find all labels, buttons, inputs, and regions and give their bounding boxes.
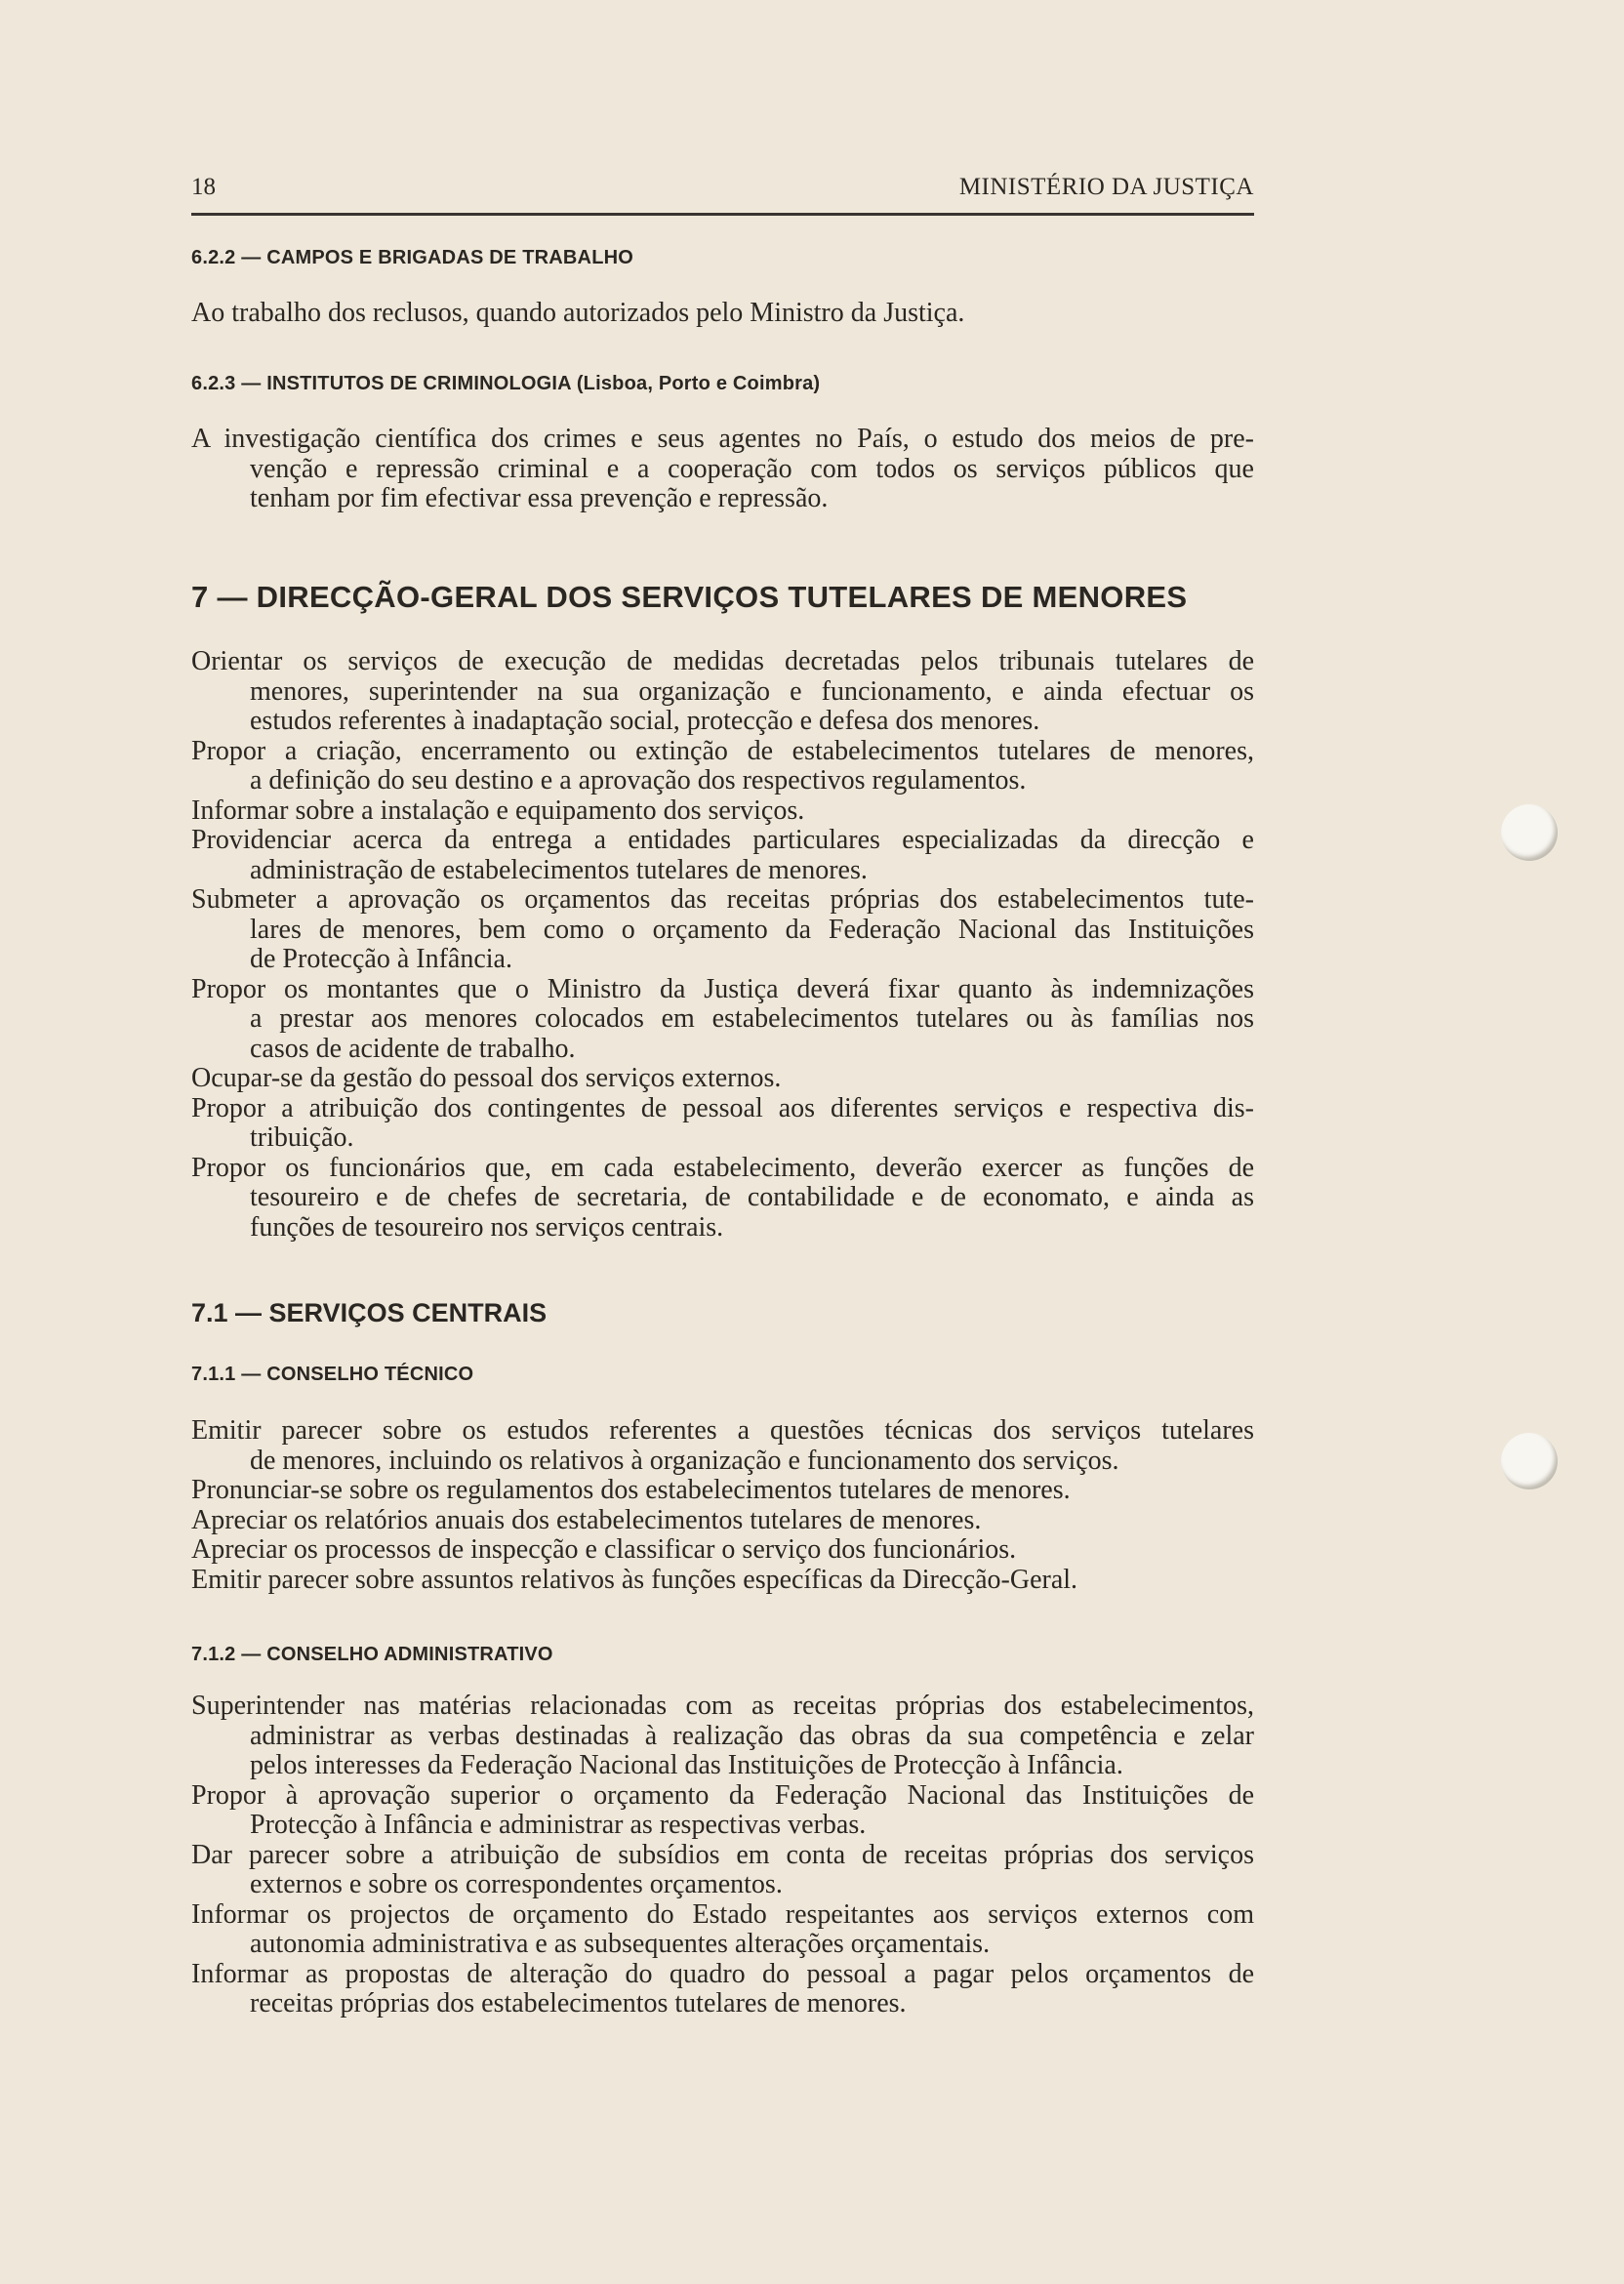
text-line: casos de acidente de trabalho. [250,1033,576,1064]
header-rule [191,213,1254,216]
paragraph [191,1476,1254,1506]
text-line: Propor os funcionários que, em cada estabelecimento, deverão exercer as funções de [191,1152,1254,1183]
paragraph [191,975,1254,1065]
text-line: a definição do seu destino e a aprovação dos respectivos regulamentos. [250,765,1027,795]
paragraph-group [191,299,1254,329]
text-line: a prestar aos menores colocados em estabelecimentos tutelares ou às famílias nos [250,1003,1254,1034]
text-line: Informar os projectos de orçamento do Estado respeitantes aos serviços externos com [191,1898,1254,1930]
text-line: Ao trabalho dos reclusos, quando autorizados pelo Ministro da Justiça. [191,298,965,328]
paragraph [191,1900,1254,1960]
paragraph [191,826,1254,885]
text-line: Ocupar-se da gestão do pessoal dos serviços externos. [191,1063,782,1093]
text-line: autonomia administrativa e as subsequentes alterações orçamentais. [250,1929,991,1959]
section-heading: 6.2.2 — CAMPOS E BRIGADAS DE TRABALHO [191,247,634,268]
text-line: Propor à aprovação superior o orçamento da Federação Nacional das Instituições de [191,1779,1254,1811]
text-line: receitas próprias dos estabelecimentos tutelares de menores. [250,1988,907,2019]
text-line: Protecção à Infância e administrar as respectivas verbas. [250,1810,867,1840]
paragraph [191,1416,1254,1476]
paragraph [191,885,1254,975]
text-line: tribuição. [250,1122,354,1153]
page-number: 18 [191,174,216,200]
text-line: lares de menores, bem como o orçamento da Federação Nacional das Instituições [250,914,1254,945]
text-line: Informar as propostas de alteração do quadro do pessoal a pagar pelos orçamentos de [191,1958,1254,1989]
paragraph [191,1841,1254,1900]
running-title: MINISTÉRIO DA JUSTIÇA [958,174,1254,200]
paragraph [191,647,1254,737]
text-line: Submeter a aprovação os orçamentos das receitas próprias dos estabelecimentos tute- [191,884,1254,915]
text-line: tenham por fim efectivar essa prevenção e repressão. [250,483,829,513]
section-heading: 7 — DIRECÇÃO-GERAL DOS SERVIÇOS TUTELARES DE MENORES [191,580,1188,614]
text-line: externos e sobre os correspondentes orçamentos. [250,1869,783,1899]
text-line: Dar parecer sobre a atribuição de subsídios em conta de receitas próprias dos serviços [191,1839,1254,1870]
paragraph-group [191,1416,1254,1595]
paragraph [191,1692,1254,1781]
text-line: Emitir parecer sobre os estudos referentes a questões técnicas dos serviços tutelares [191,1415,1254,1446]
paragraph [191,1154,1254,1244]
paragraph-group [191,425,1254,514]
text-line: Orientar os serviços de execução de medidas decretadas pelos tribunais tutelares de [191,646,1254,676]
paragraph [191,1535,1254,1566]
paragraph [191,796,1254,827]
paragraph-group [191,1692,1254,2019]
paragraph [191,1781,1254,1841]
text-line: de Protecção à Infância. [250,944,512,974]
punch-hole [1501,1433,1558,1489]
text-line: A investigação científica dos crimes e seus agentes no País, o estudo dos meios de pre- [191,424,1254,454]
section-heading: 7.1 — SERVIÇOS CENTRAIS [191,1298,548,1327]
text-line: administrar as verbas destinadas à realização das obras da sua competência e zelar [250,1720,1254,1751]
paragraph [191,737,1254,796]
paragraph [191,299,1254,329]
page-header [191,172,1254,209]
text-line: Propor os montantes que o Ministro da Justiça deverá fixar quanto às indemnizações [191,973,1254,1004]
paragraph [191,1064,1254,1094]
text-line: administração de estabelecimentos tutelares de menores. [250,854,868,885]
paragraph [191,1506,1254,1536]
text-line: Superintender nas matérias relacionadas com as receitas próprias dos estabelecimentos, [191,1691,1254,1721]
paragraph [191,1566,1254,1596]
section-heading: 7.1.1 — CONSELHO TÉCNICO [191,1364,474,1385]
paragraph [191,425,1254,514]
text-line: funções de tesoureiro nos serviços centrais. [250,1211,724,1243]
text-line: tesoureiro e de chefes de secretaria, de contabilidade e de economato, e ainda as [250,1182,1254,1212]
paragraph [191,1960,1254,2019]
text-line: pelos interesses da Federação Nacional das Instituições de Protecção à Infância. [250,1750,1123,1780]
punch-hole [1501,804,1558,861]
text-line: Apreciar os processos de inspecção e classificar o serviço dos funcionários. [191,1534,1017,1565]
text-line: de menores, incluindo os relativos à organização e funcionamento dos serviços. [250,1445,1119,1476]
text-line: Pronunciar-se sobre os regulamentos dos estabelecimentos tutelares de menores. [191,1475,1071,1505]
text-line: menores, superintender na sua organização e funcionamento, e ainda efectuar os [250,675,1254,707]
text-line: Propor a criação, encerramento ou extinção de estabelecimentos tutelares de menores, [191,735,1254,766]
text-line: Informar sobre a instalação e equipamento dos serviços. [191,795,805,826]
section-heading: 6.2.3 — INSTITUTOS DE CRIMINOLOGIA (Lisboa, Porto e Coimbra) [191,373,821,394]
section-heading: 7.1.2 — CONSELHO ADMINISTRATIVO [191,1644,553,1665]
paragraph [191,1094,1254,1154]
text-line: Emitir parecer sobre assuntos relativos às funções específicas da Direcção-Geral. [191,1564,1078,1595]
text-line: estudos referentes à inadaptação social, protecção e defesa dos menores. [250,706,1040,736]
text-line: Providenciar acerca da entrega a entidades particulares especializadas da direcção e [191,825,1254,855]
text-line: Propor a atribuição dos contingentes de pessoal aos diferentes serviços e respectiva dis- [191,1092,1254,1123]
text-line: Apreciar os relatórios anuais dos estabelecimentos tutelares de menores. [191,1504,982,1535]
paragraph-group [191,647,1254,1243]
text-line: venção e repressão criminal e a cooperação com todos os serviços públicos que [250,453,1254,484]
